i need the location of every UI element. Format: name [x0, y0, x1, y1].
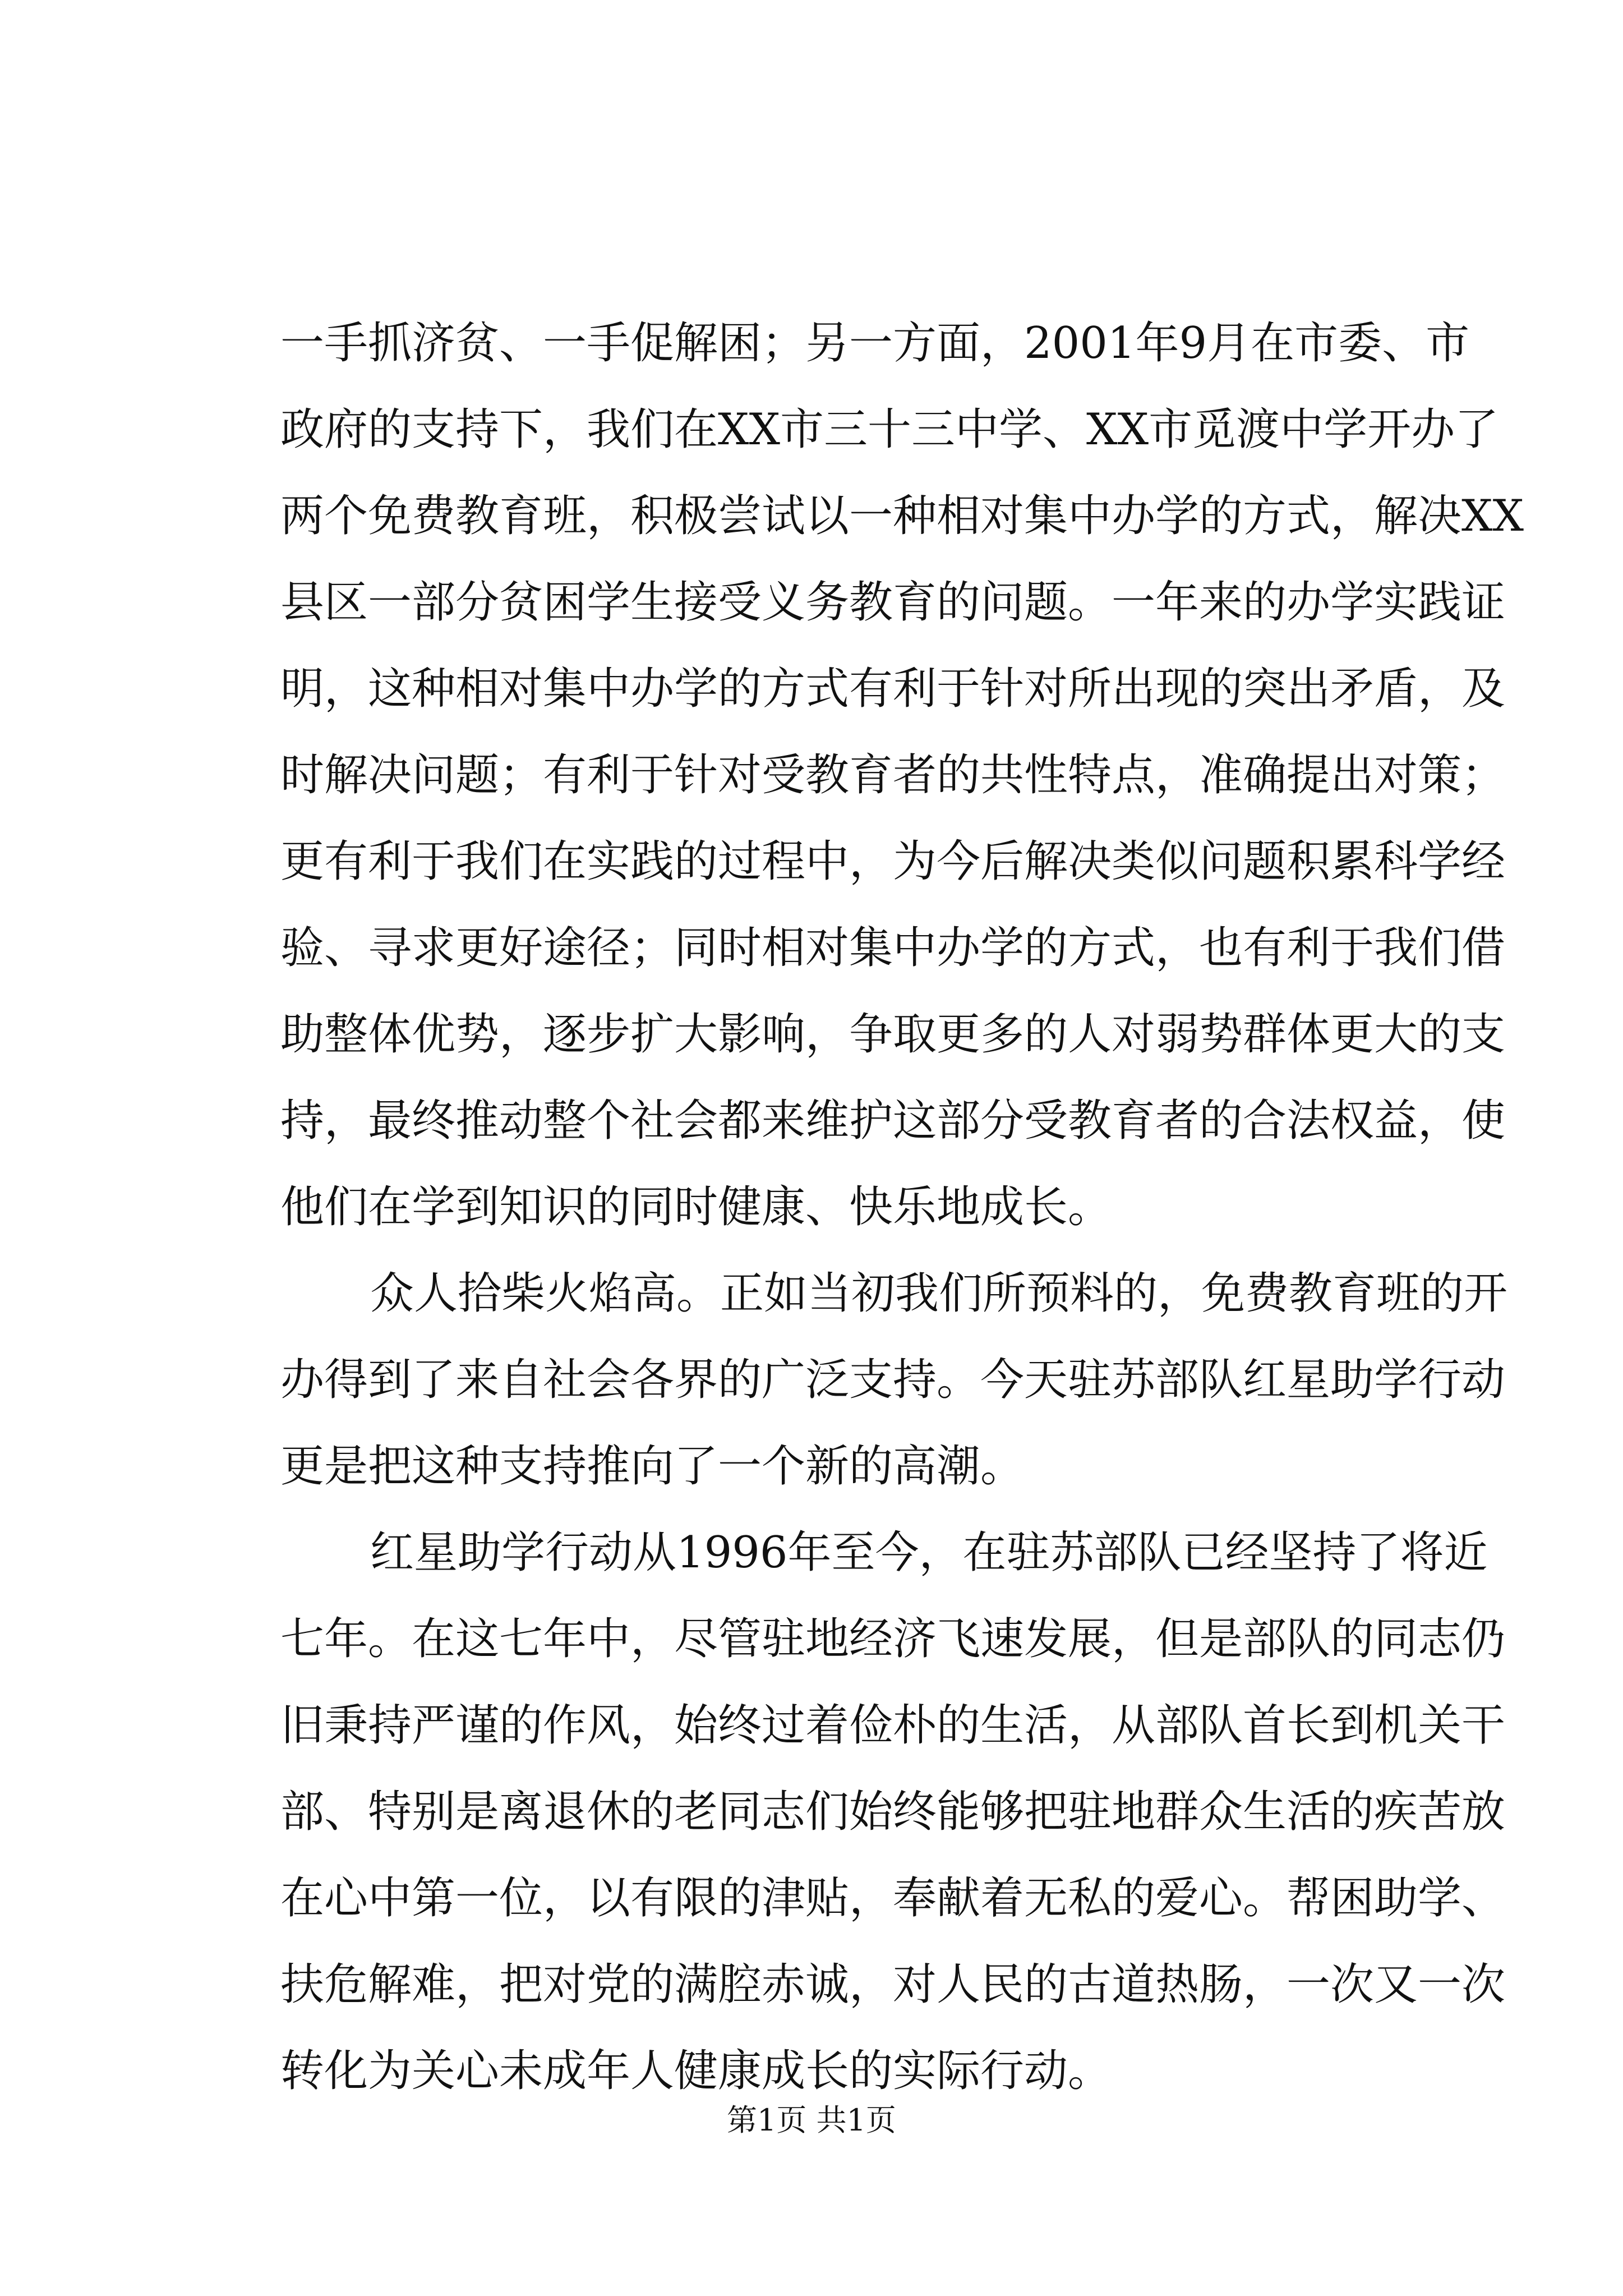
- text-line: 扶危解难，把对党的满腔赤诚，对人民的古道热肠，一次又一次: [280, 1959, 1506, 2010]
- text-line: 明，这种相对集中办学的方式有利于针对所出现的突出矛盾，及: [280, 664, 1506, 714]
- text-line: 红星助学行动从1996年至今，在驻苏部队已经坚持了将近: [370, 1527, 1488, 1578]
- text-line: 一手抓济贫、一手促解困；另一方面，2001年9月在市委、市: [280, 318, 1470, 369]
- text-line: 在心中第一位，以有限的津贴，奉献着无私的爱心。帮困助学、: [280, 1873, 1506, 1924]
- text-line: 政府的支持下，我们在XX市三十三中学、XX市觅渡中学开办了: [280, 404, 1499, 455]
- text-line: 时解决问题；有利于针对受教育者的共性特点，准确提出对策；: [280, 750, 1506, 800]
- text-line: 更是把这种支持推向了一个新的高潮。: [280, 1441, 1025, 1492]
- text-line: 他们在学到知识的同时健康、快乐地成长。: [280, 1182, 1112, 1232]
- text-line: 转化为关心未成年人健康成长的实际行动。: [280, 2046, 1112, 2096]
- text-line: 旧秉持严谨的作风，始终过着俭朴的生活，从部队首长到机关干: [280, 1700, 1506, 1751]
- text-line: 更有利于我们在实践的过程中，为今后解决类似问题积累科学经: [280, 836, 1506, 887]
- text-line: 七年。在这七年中，尽管驻地经济飞速发展，但是部队的同志仍: [280, 1614, 1506, 1664]
- text-line: 验、寻求更好途径；同时相对集中办学的方式，也有利于我们借: [280, 923, 1506, 973]
- text-line: 两个免费教育班，积极尝试以一种相对集中办学的方式，解决XX: [280, 491, 1524, 541]
- text-line: 助整体优势，逐步扩大影响，争取更多的人对弱势群体更大的支: [280, 1009, 1506, 1060]
- text-line: 办得到了来自社会各界的广泛支持。今天驻苏部队红星助学行动: [280, 1355, 1506, 1405]
- text-line: 持，最终推动整个社会都来维护这部分受教育者的合法权益，使: [280, 1096, 1506, 1146]
- text-line: 部、特别是离退休的老同志们始终能够把驻地群众生活的疾苦放: [280, 1787, 1506, 1837]
- text-line: 众人拾柴火焰高。正如当初我们所预料的，免费教育班的开: [370, 1268, 1508, 1319]
- text-line: 县区一部分贫困学生接受义务教育的问题。一年来的办学实践证: [280, 577, 1506, 628]
- page-number-footer: 第1页 共1页: [727, 2102, 896, 2138]
- document-body: [280, 300, 1524, 2114]
